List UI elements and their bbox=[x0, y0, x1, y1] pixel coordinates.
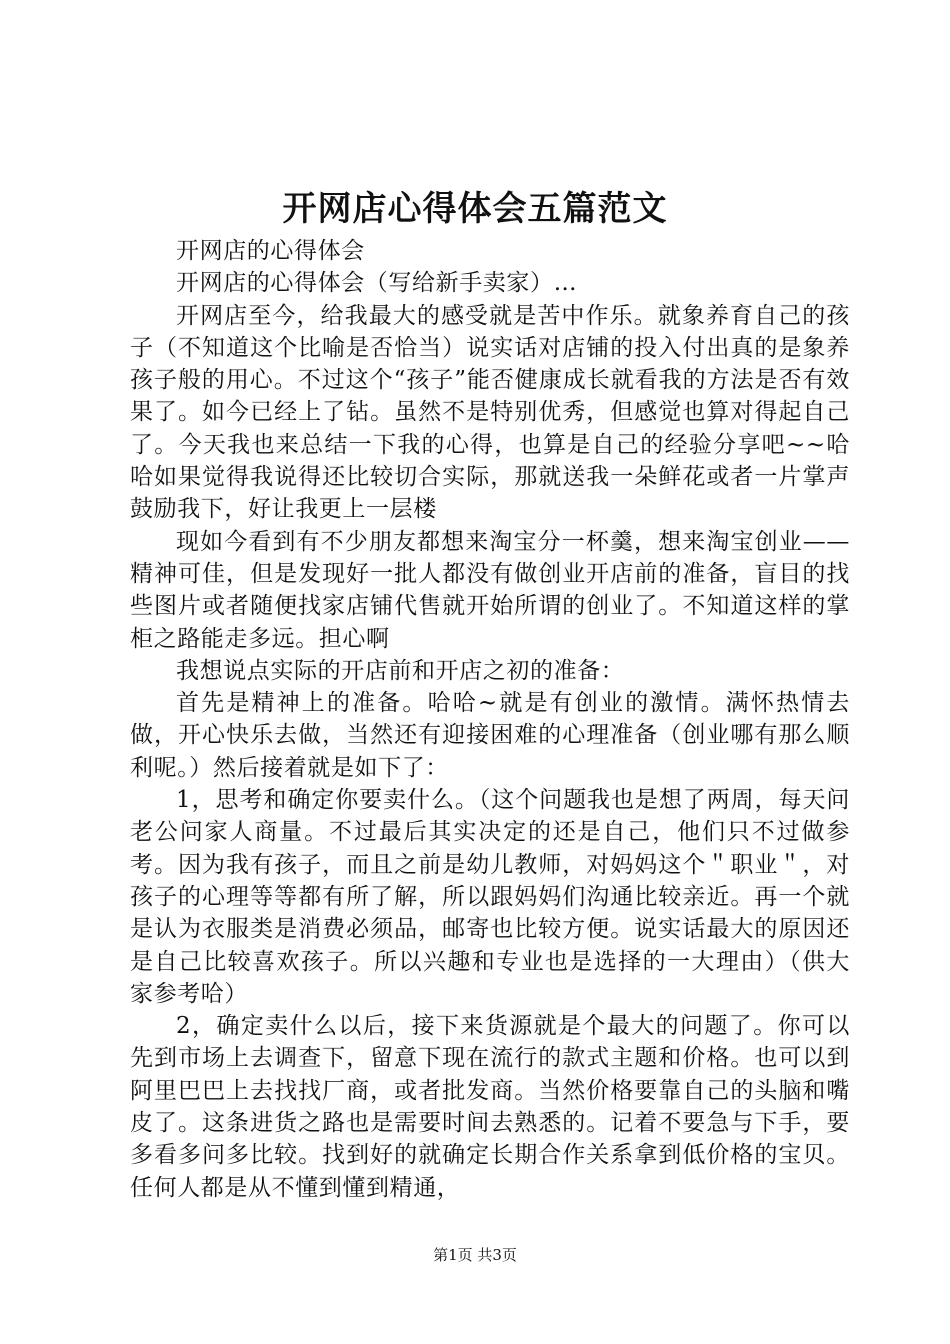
paragraph: 1，思考和确定你要卖什么。（这个问题我也是想了两周，每天问老公问家人商量。不过最后其实决定的还是自己，他们只不过做参考。因为我有孩子，而且之前是幼儿教师，对妈妈这个＂职业＂，对孩子的心理等等都有所了解，所以跟妈妈们沟通比较亲近。再一个就是认为衣服类是消费必须品，邮寄也比较方便。说实话最大的原因还是自己比较喜欢孩子。所以兴趣和专业也是选择的一大理由）（供大家参考哈） bbox=[130, 787, 850, 1007]
document-body bbox=[130, 235, 850, 1204]
paragraph: 开网店的心得体会 bbox=[176, 238, 365, 264]
page-number-footer: 第1页 共3页 bbox=[433, 1246, 517, 1264]
paragraph: 2，确定卖什么以后，接下来货源就是个最大的问题了。你可以先到市场上去调查下，留意下现在流行的款式主题和价格。也可以到阿里巴巴上去找找厂商，或者批发商。当然价格要靠自己的头脑和嘴皮了。这条进货之路也是需要时间去熟悉的。记着不要急与下手，要多看多问多比较。找到好的就确定长期合作关系拿到低价格的宝贝。任何人都是从不懂到懂到精通， bbox=[130, 1013, 850, 1201]
paragraph: 首先是精神上的准备。哈哈~就是有创业的激情。满怀热情去做，开心快乐去做，当然还有迎接困难的心理准备（创业哪有那么顺利呢。）然后接着就是如下了： bbox=[130, 690, 850, 781]
paragraph: 开网店至今，给我最大的感受就是苦中作乐。就象养育自己的孩子（不知道这个比喻是否恰当）说实话对店铺的投入付出真的是象养孩子般的用心。不过这个“孩子”能否健康成长就看我的方法是否有效果了。如今已经上了钻。虽然不是特别优秀，但感觉也算对得起自己了。今天我也来总结一下我的心得，也算是自己的经验分享吧~~哈哈如果觉得我说得还比较切合实际，那就送我一朵鲜花或者一片掌声鼓励我下，好让我更上一层楼 bbox=[130, 302, 850, 523]
paragraph: 我想说点实际的开店前和开店之初的准备： bbox=[176, 657, 625, 684]
document-title: 开网店心得体会五篇范文 bbox=[282, 189, 668, 229]
paragraph: 现如今看到有不少朋友都想来淘宝分一杯羹，想来淘宝创业——精神可佳，但是发现好一批人都没有做创业开店前的准备，盲目的找些图片或者随便找家店铺代售就开始所谓的创业了。不知道这样的掌柜之路能走多远。担心啊 bbox=[130, 528, 850, 652]
paragraph: 开网店的心得体会（写给新手卖家）… bbox=[176, 270, 578, 297]
